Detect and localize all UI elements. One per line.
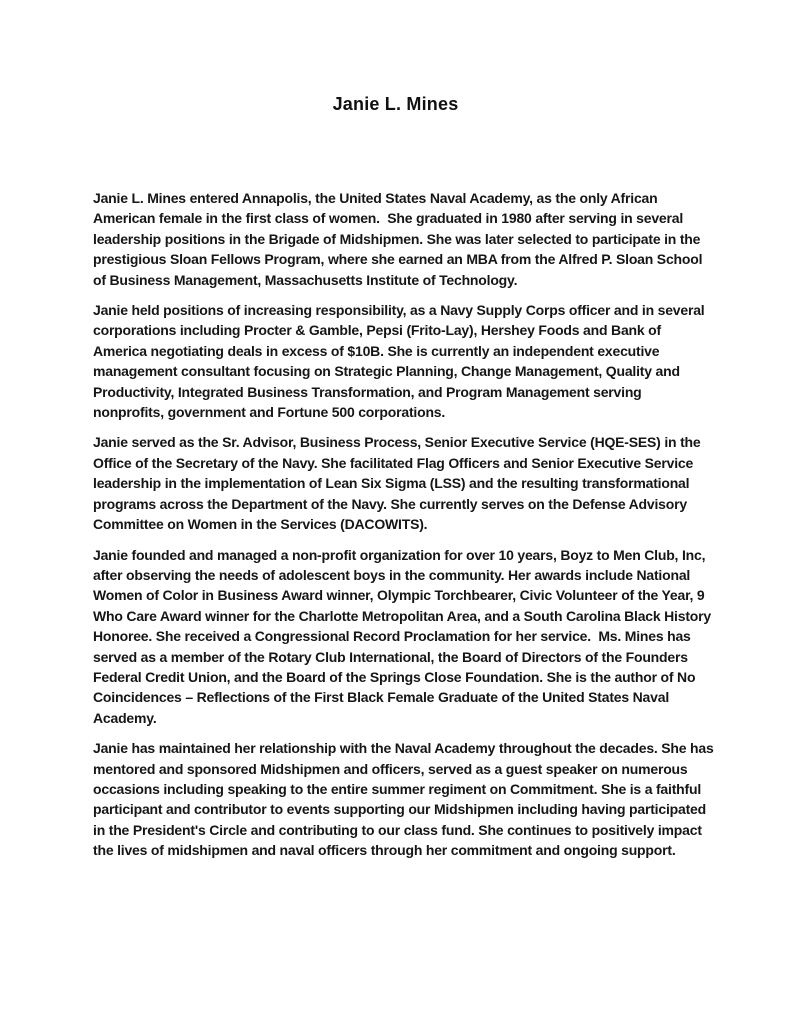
- document-title: Janie L. Mines: [332, 94, 459, 114]
- bio-paragraph-career: Janie held positions of increasing responsibility, as a Navy Supply Corps officer and in several corporations including Procter & Gamble, Pepsi (Frito-Lay), Hershey Foods and Bank of America negotiating deals in excess of $10B. She is currently an independent executive management consultant focusing on Strategic Planning, Change Management, Quality and Productivity, Integrated Business Transformation, and Program Management serving nonprofits, government and Fortune 500 corporations.: [93, 302, 709, 421]
- bio-paragraph-education: Janie L. Mines entered Annapolis, the United States Naval Academy, as the only African American female in the first class of women. She graduated in 1980 after serving in several leadership positions in the Brigade of Midshipmen. She was later selected to participate in the prestigious Sloan Fellows Program, where she earned an MBA from the Alfred P. Sloan School of Business Management, Massachusetts Institute of Technology.: [93, 190, 706, 288]
- bio-paragraph-naval-academy-relationship: Janie has maintained her relationship with the Naval Academy throughout the decades. She has mentored and sponsored Midshipmen and officers, served as a guest speaker on numerous occasions including speaking to the entire summer regiment on Commitment. She is a faithful participant and contributor to events supporting our Midshipmen including having participated in the President's Circle and contributing to our class fund. She continues to positively impact the lives of midshipmen and naval officers through her commitment and ongoing support.: [93, 740, 718, 859]
- document-body: [93, 188, 718, 861]
- bio-paragraph-awards: Janie founded and managed a non-profit organization for over 10 years, Boyz to Men Club, Inc, after observing the needs of adolescent boys in the community. Her awards include National Women of Color in Business Award winner, Olympic Torchbearer, Civic Volunteer of the Year, 9 Who Care Award winner for the Charlotte Metropolitan Area, and a South Carolina Black History Honoree. She received a Congressional Record Proclamation for her service. Ms. Mines has served as a member of the Rotary Club International, the Board of Directors of the Founders Federal Credit Union, and the Board of the Springs Close Foundation. She is the author of No Coincidences – Reflections of the First Black Female Graduate of the United States Naval Academy.: [93, 546, 715, 726]
- bio-paragraph-navy-service: Janie served as the Sr. Advisor, Business Process, Senior Executive Service (HQE-SES) in the Office of the Secretary of the Navy. She facilitated Flag Officers and Senior Executive Service leadership in the implementation of Lean Six Sigma (LSS) and the resulting transformational programs across the Department of the Navy. She currently serves on the Defense Advisory Committee on Women in the Services (DACOWITS).: [93, 434, 705, 533]
